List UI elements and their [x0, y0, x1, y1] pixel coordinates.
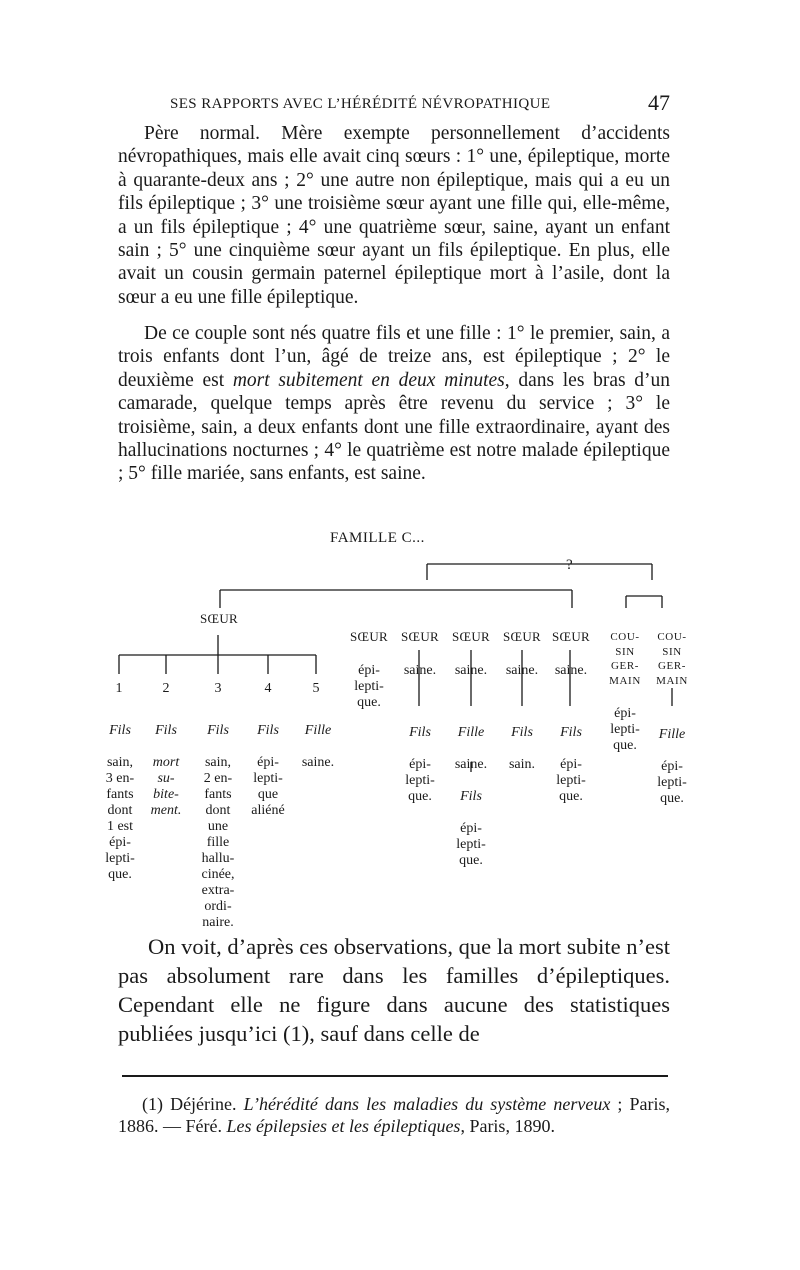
footnote-title-1: L’hérédité dans les maladies du système nerveux	[243, 1094, 611, 1114]
footnote-mid: ; Paris, 1886. — Féré.	[118, 1094, 670, 1136]
aunt-4	[496, 612, 548, 697]
child-5-text: saine.	[301, 755, 335, 770]
aunt-5-label: SŒUR	[551, 629, 591, 644]
aunt-2-label: SŒUR	[400, 629, 440, 644]
footnote-title-2: Les épilepsies et les épileptiques	[226, 1116, 461, 1136]
aunt-4-label: SŒUR	[502, 629, 542, 644]
child-2-title: Fils	[155, 723, 177, 738]
aunt-4-child	[496, 709, 548, 789]
child-number-4: 4	[264, 681, 272, 696]
aunt-1-label: SŒUR	[349, 629, 389, 644]
cousin-1	[599, 612, 651, 772]
aunt-2	[394, 612, 446, 697]
aunt-5-status: saine.	[554, 662, 588, 678]
family-tree-title: FAMILLE C...	[330, 530, 425, 546]
child-number-5: 5	[312, 681, 320, 696]
aunt-5-child-text: épi- lepti- que.	[556, 757, 586, 804]
aunt-2-child-text: épi- lepti- que.	[405, 757, 435, 804]
paragraph-family-history: Père normal. Mère exempte personnellement d’accidents névropathiques, mais elle avait cinq sœurs : 1° une, épileptique, morte à quarante-deux ans ; 2° une autre non épileptique, mais qui a eu un fils épileptique ; 3° une troisième sœur ayant une fille qui, elle-même, a un fils épileptique ; 4° une quatrième sœur, saine, ayant un enfant sain ; 5° une cinquième sœur ayant un fils épileptique. En plus, elle avait un cousin germain paternel épileptique mort à l’asile, dont la sœur a eu une fille épileptique.	[118, 123, 670, 308]
cousin-2-label: COU- SIN GER- MAIN	[656, 631, 688, 687]
child-3-title: Fils	[207, 723, 229, 738]
child-2	[140, 707, 192, 835]
cousin-2-child-text: épi- lepti- que.	[657, 759, 687, 806]
aunt-2-status: saine.	[403, 662, 437, 678]
footnote-lead: (1) Déjérine.	[142, 1094, 244, 1114]
aunt-3-grandchild-title: Fils	[460, 789, 482, 804]
aunt-3	[445, 612, 497, 697]
aunt-3-grandchild	[445, 773, 497, 885]
child-5-title: Fille	[304, 723, 332, 738]
child-5	[290, 707, 346, 787]
aunt-4-child-title: Fils	[511, 725, 533, 740]
footnote-rule	[122, 1075, 668, 1077]
aunt-4-status: saine.	[505, 662, 539, 678]
child-2-text: mort su- bite- ment.	[150, 755, 182, 818]
running-title: SES RAPPORTS AVEC L’HÉRÉDITÉ NÉVROPATHIQUE	[170, 96, 551, 112]
child-1-text: sain, 3 en- fants dont 1 est épi- lepti- que.	[105, 755, 135, 882]
aunt-3-grandchild-text: épi- lepti- que.	[456, 821, 486, 868]
closing-paragraph: On voit, d’après ces observations, que la mort subite n’est pas absolument rare dans les familles d’épileptiques. Cependant elle ne figure dans aucune des statistiques publiées jusqu’ici (1), sauf dans celle de	[118, 934, 670, 1046]
aunt-2-child	[394, 709, 446, 821]
paragraph-children-part1: De ce couple sont nés quatre fils et une fille : 1° le premier, sain, a trois enfants dont l’un, âgé de treize ans, est épileptique ; 2° le deuxième est	[118, 323, 670, 391]
child-3	[190, 707, 246, 947]
paragraph-children-part2: , dans les bras d’un camarade, quelque temps après être revenu du service ; 3° le troisième, sain, a deux enfants dont une fille extraordinaire, ayant des hallucinations nocturnes ; 4° le quatrième est notre malade épileptique ; 5° fille mariée, sans enfants, est saine.	[118, 369, 671, 485]
aunt-5-child-title: Fils	[560, 725, 582, 740]
child-4	[240, 707, 296, 835]
aunt-1	[344, 612, 394, 729]
child-number-1: 1	[115, 681, 123, 696]
child-4-text: épi- lepti- que aliéné	[251, 755, 285, 818]
cousin-1-label: COU- SIN GER- MAIN	[609, 631, 641, 687]
child-4-title: Fils	[257, 723, 279, 738]
cousin-2	[648, 612, 696, 706]
cousin-2-child	[646, 711, 698, 823]
paragraph-children-italic: mort subitement en deux minutes	[232, 369, 505, 391]
aunt-5-child	[545, 709, 597, 821]
unknown-marker: ?	[566, 557, 573, 573]
child-1-title: Fils	[109, 723, 131, 738]
aunt-2-child-title: Fils	[409, 725, 431, 740]
aunt-3-label: SŒUR	[451, 629, 491, 644]
aunt-3-child-title: Fille	[457, 725, 485, 740]
footnote-end: , Paris, 1890.	[460, 1116, 555, 1136]
aunt-3-status: saine.	[454, 662, 488, 678]
footnote	[118, 1093, 670, 1137]
child-number-2: 2	[162, 681, 170, 696]
page-number: 47	[648, 90, 670, 115]
child-3-text: sain, 2 en- fants dont une fille hallu- cinée, extra- ordi- naire.	[201, 755, 235, 930]
aunt-5	[545, 612, 597, 697]
aunt-4-child-text: sain.	[508, 757, 536, 772]
aunt-3-child-text: saine.	[454, 757, 488, 772]
aunt-1-status: épi- lepti- que.	[354, 662, 384, 710]
child-number-3: 3	[214, 681, 222, 696]
cousin-1-status: épi- lepti- que.	[610, 706, 640, 753]
mother-label: SŒUR	[199, 611, 239, 626]
cousin-2-child-title: Fille	[658, 727, 686, 742]
